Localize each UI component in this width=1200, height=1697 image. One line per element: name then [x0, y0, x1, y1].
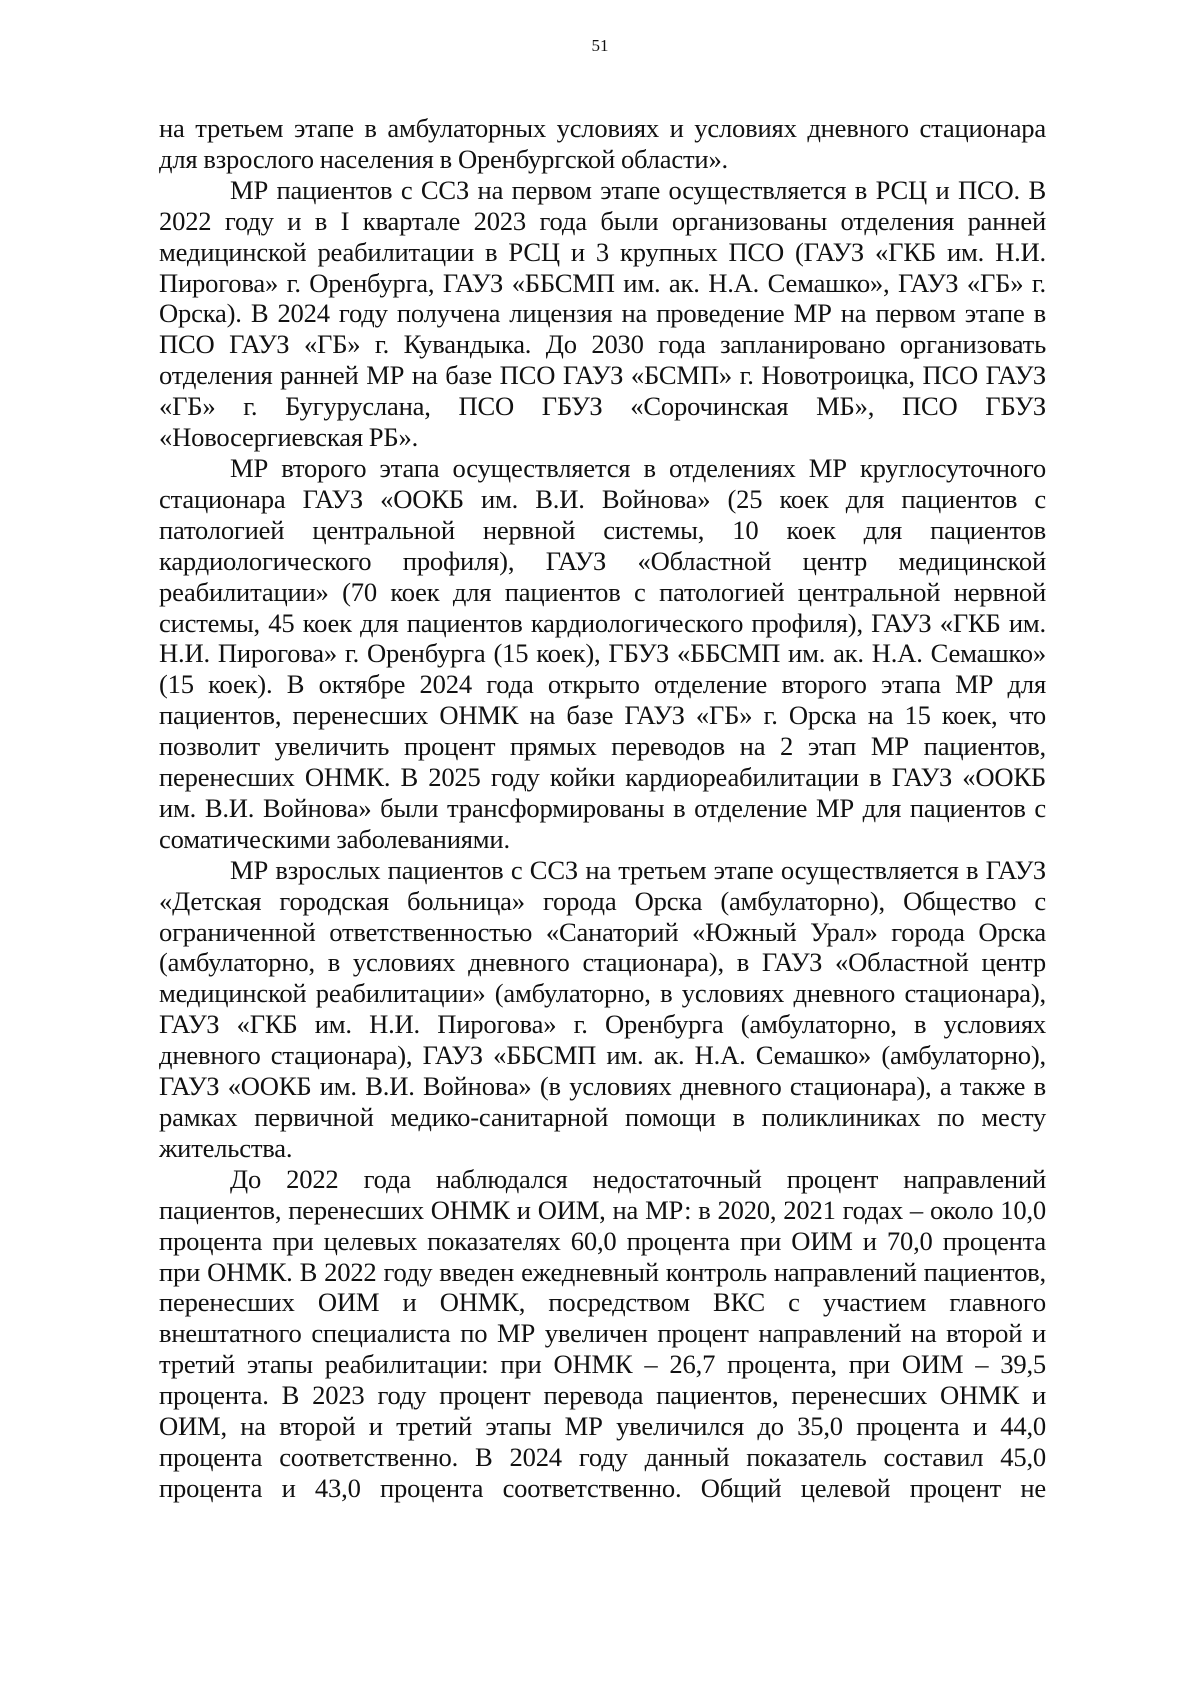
- document-body: [159, 113, 1046, 1504]
- paragraph-first-stage: МР пациентов с ССЗ на первом этапе осуществляется в РСЦ и ПСО. В 2022 году и в I квартале 2023 года были организованы отделения ранней медицинской реабилитации в РСЦ и 3 крупных ПСО (ГАУЗ «ГКБ им. Н.И. Пирогова» г. Оренбурга, ГАУЗ «ББСМП им. ак. Н.А. Семашко», ГАУЗ «ГБ» г. Орска). В 2024 году получена лицензия на проведение МР на первом этапе в ПСО ГАУЗ «ГБ» г. Кувандыка. До 2030 года запланировано организовать отделения ранней МР на базе ПСО ГАУЗ «БСМП» г. Новотроицка, ПСО ГАУЗ «ГБ» г. Бугуруслана, ПСО ГБУЗ «Сорочинская МБ», ПСО ГБУЗ «Новосергиевская РБ».: [159, 174, 1046, 453]
- paragraph-third-stage: МР взрослых пациентов с ССЗ на третьем этапе осуществляется в ГАУЗ «Детская городская больница» города Орска (амбулаторно), Общество с ограниченной ответственностью «Санаторий «Южный Урал» города Орска (амбулаторно, в условиях дневного стационара), в ГАУЗ «Областной центр медицинской реабилитации» (амбулаторно, в условиях дневного стационара), ГАУЗ «ГКБ им. Н.И. Пирогова» г. Оренбурга (амбулаторно, в условиях дневного стационара), ГАУЗ «ББСМП им. ак. Н.А. Семашко» (амбулаторно), ГАУЗ «ООКБ им. В.И. Войнова» (в условиях дневного стационара), а также в рамках первичной медико-санитарной помощи в поликлиниках по месту жительства.: [159, 854, 1046, 1163]
- page-number: 51: [591, 36, 609, 55]
- paragraph-continuation: на третьем этапе в амбулаторных условиях и условиях дневного стационара для взрослого населения в Оренбургской области».: [159, 113, 1046, 174]
- paragraph-referral-statistics: До 2022 года наблюдался недостаточный процент направлений пациентов, перенесших ОНМК и ОИМ, на МР: в 2020, 2021 годах – около 10,0 процента при целевых показателях 60,0 процента при ОИМ и 70,0 процента при ОНМК. В 2022 году введен ежедневный контроль направлений пациентов, перенесших ОИМ и ОНМК, посредством ВКС с участием главного внештатного специалиста по МР увеличен процент направлений на второй и третий этапы реабилитации: при ОНМК – 26,7 процента, при ОИМ – 39,5 процента. В 2023 году процент перевода пациентов, перенесших ОНМК и ОИМ, на второй и третий этапы МР увеличился до 35,0 процента и 44,0 процента соответственно. В 2024 году данный показатель составил 45,0 процента и 43,0 процента соответственно. Общий целевой процент не: [159, 1163, 1046, 1503]
- paragraph-second-stage: МР второго этапа осуществляется в отделениях МР круглосуточного стационара ГАУЗ «ООКБ им. В.И. Войнова» (25 коек для пациентов с патологией центральной нервной системы, 10 коек для пациентов кардиологического профиля), ГАУЗ «Областной центр медицинской реабилитации» (70 коек для пациентов с патологией центральной нервной системы, 45 коек для пациентов кардиологического профиля), ГАУЗ «ГКБ им. Н.И. Пирогова» г. Оренбурга (15 коек), ГБУЗ «ББСМП им. ак. Н.А. Семашко» (15 коек). В октябре 2024 года открыто отделение второго этапа МР для пациентов, перенесших ОНМК на базе ГАУЗ «ГБ» г. Орска на 15 коек, что позволит увеличить процент прямых переводов на 2 этап МР пациентов, перенесших ОНМК. В 2025 году койки кардиореабилитации в ГАУЗ «ООКБ им. В.И. Войнова» были трансформированы в отделение МР для пациентов с соматическими заболеваниями.: [159, 452, 1046, 854]
